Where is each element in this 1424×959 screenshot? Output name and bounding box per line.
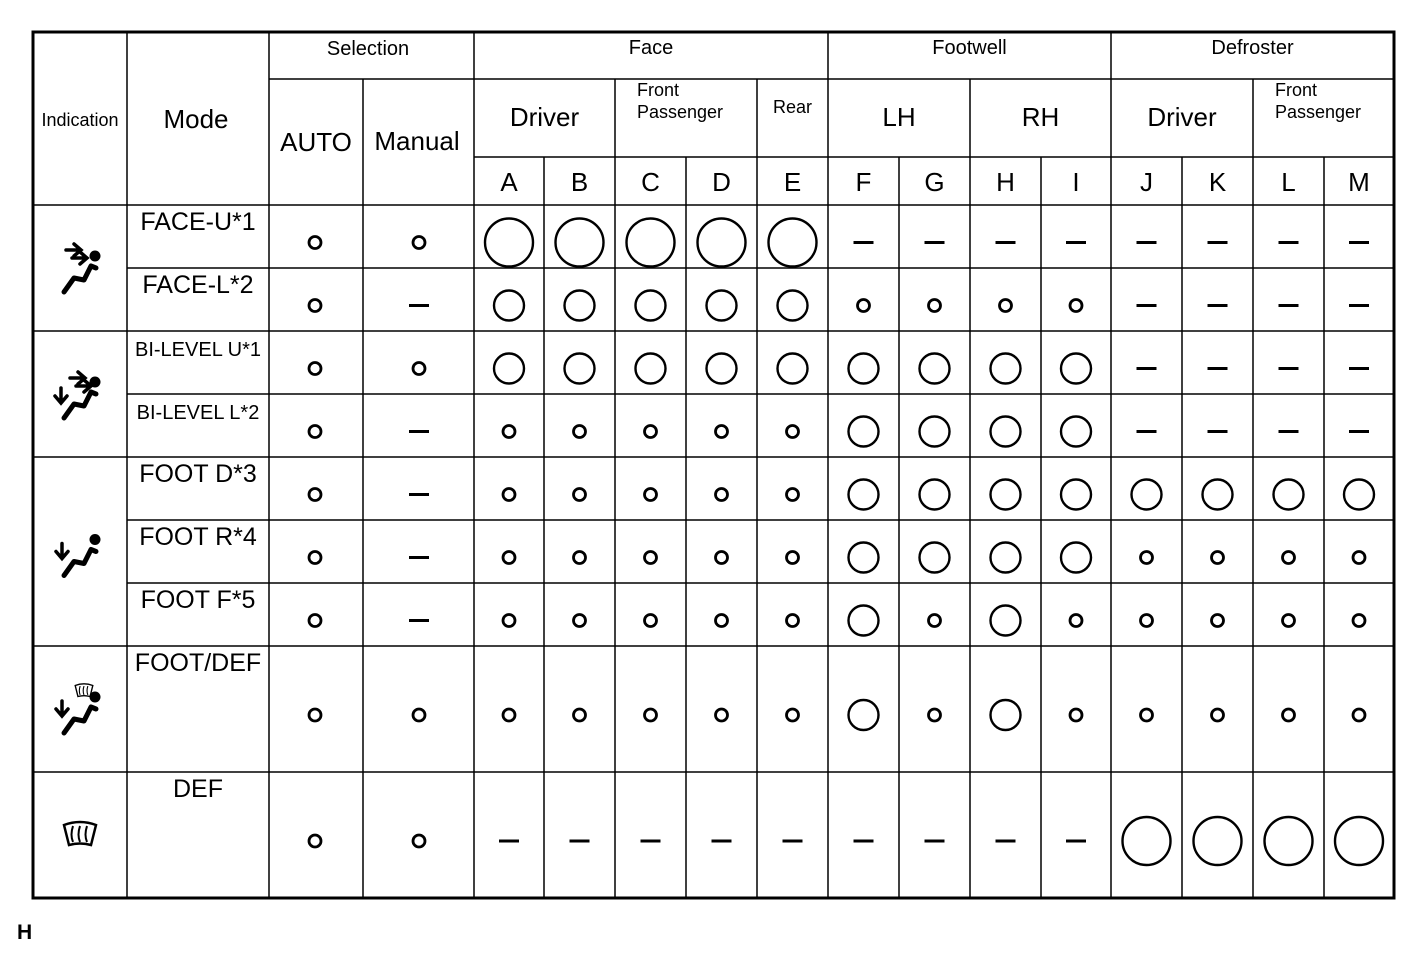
foot-def-mode-icon	[56, 684, 101, 733]
defrost-wave	[79, 686, 80, 695]
person-body	[64, 707, 96, 733]
mode-foot-f-5-outlet-c-circle	[645, 615, 657, 627]
mode-foot-r-4-outlet-k-circle	[1212, 552, 1224, 564]
mode-foot-def-outlet-b-circle	[574, 709, 586, 721]
mode-foot-r-4-outlet-f-circle	[849, 543, 879, 573]
mode-bi-level-l-2-outlet-d-circle	[716, 426, 728, 438]
mode-foot-d-3-outlet-f-circle	[849, 480, 879, 510]
mode-foot-def: FOOT/DEF	[134, 649, 262, 677]
header-group-footwell: Footwell	[932, 37, 1007, 59]
mode-foot-f-5-outlet-g-circle	[929, 615, 941, 627]
header-selection: Selection	[326, 38, 410, 60]
mode-foot-f-5-outlet-e-circle	[787, 615, 799, 627]
mode-foot-def-auto-circle	[309, 709, 321, 721]
mode-foot-r-4-outlet-i-circle	[1061, 543, 1091, 573]
mode-foot-f-5-outlet-d-circle	[716, 615, 728, 627]
mode-foot-d-3: FOOT D*3	[139, 460, 257, 488]
mode-def: DEF	[173, 775, 223, 803]
face-mode-icon	[64, 244, 101, 292]
mode-bi-level-u-1-manual-circle	[413, 363, 425, 375]
mode-face-u-1-manual-circle	[413, 237, 425, 249]
defrost-wave	[83, 686, 84, 695]
mode-foot-f-5-outlet-m-circle	[1353, 615, 1365, 627]
header-auto: AUTO	[280, 127, 352, 157]
mode-face-u-1-outlet-a-circle	[485, 219, 533, 267]
mode-foot-f-5-outlet-f-circle	[849, 606, 879, 636]
mode-face-u-1-outlet-d-circle	[698, 219, 746, 267]
header-manual: Manual	[374, 126, 460, 156]
mode-foot-r-4: FOOT R*4	[139, 523, 257, 551]
mode-foot-def-outlet-l-circle	[1283, 709, 1295, 721]
defrost-wave	[86, 826, 88, 842]
mode-face-l-2-outlet-i-circle	[1070, 300, 1082, 312]
mode-bi-level-l-2: BI-LEVEL L*2	[136, 402, 260, 424]
mode-foot-def-manual-circle	[413, 709, 425, 721]
mode-def-outlet-k-circle	[1194, 817, 1242, 865]
mode-face-u-1-outlet-c-circle	[627, 219, 675, 267]
header-outlet-b: B	[570, 167, 589, 197]
mode-face-l-2-auto-circle	[309, 300, 321, 312]
mode-foot-r-4-outlet-a-circle	[503, 552, 515, 564]
person-head	[90, 534, 101, 545]
header-outlet-i: I	[1072, 167, 1080, 197]
mode-foot-d-3-outlet-h-circle	[991, 480, 1021, 510]
mode-face-l-2-outlet-f-circle	[858, 300, 870, 312]
mode-face-l-2-outlet-e-circle	[778, 291, 808, 321]
arrow-down	[56, 544, 68, 559]
person-body	[64, 392, 96, 418]
mode-def-outlet-j-circle	[1123, 817, 1171, 865]
header-subgroup-lh: LH	[882, 102, 916, 132]
mode-face-l-2-outlet-b-circle	[565, 291, 595, 321]
mode-bi-level-l-2-outlet-a-circle	[503, 426, 515, 438]
mode-bi-level-u-1-auto-circle	[309, 363, 321, 375]
mode-def-outlet-m-circle	[1335, 817, 1383, 865]
mode-bi-level-u-1: BI-LEVEL U*1	[135, 339, 261, 361]
mode-face-u-1-outlet-b-circle	[556, 219, 604, 267]
person-body	[64, 550, 96, 576]
mode-bi-level-l-2-outlet-f-circle	[849, 417, 879, 447]
mode-bi-level-u-1-outlet-g-circle	[920, 354, 950, 384]
mode-foot-def-outlet-j-circle	[1141, 709, 1153, 721]
def-mode-icon	[64, 822, 96, 845]
mode-foot-def-outlet-c-circle	[645, 709, 657, 721]
header-mode: Mode	[163, 104, 229, 134]
defrost-wave	[79, 826, 81, 842]
header-indication: Indication	[41, 110, 119, 130]
person-body	[64, 266, 96, 292]
arrow-down	[56, 701, 68, 716]
header-group-defroster: Defroster	[1211, 37, 1294, 59]
mode-foot-def-outlet-h-circle	[991, 700, 1021, 730]
mode-foot-r-4-outlet-c-circle	[645, 552, 657, 564]
header-subgroup-front-passenger-line-2: Passenger	[1275, 102, 1362, 122]
mode-foot-d-3-outlet-m-circle	[1344, 480, 1374, 510]
header-subgroup-front-passenger-line-1: Front	[1275, 80, 1318, 100]
mode-def-manual-circle	[413, 835, 425, 847]
mode-def-auto-circle	[309, 835, 321, 847]
mode-foot-r-4-outlet-d-circle	[716, 552, 728, 564]
mode-foot-def-outlet-m-circle	[1353, 709, 1365, 721]
mode-foot-r-4-outlet-b-circle	[574, 552, 586, 564]
header-outlet-e: E	[783, 167, 802, 197]
mode-bi-level-u-1-outlet-f-circle	[849, 354, 879, 384]
mode-bi-level-l-2-outlet-e-circle	[787, 426, 799, 438]
mode-bi-level-u-1-outlet-a-circle	[494, 354, 524, 384]
mode-bi-level-l-2-outlet-g-circle	[920, 417, 950, 447]
mode-face-l-2: FACE-L*2	[142, 271, 254, 299]
mode-face-u-1-outlet-e-circle	[769, 219, 817, 267]
mode-face-u-1-auto-circle	[309, 237, 321, 249]
mode-bi-level-u-1-outlet-h-circle	[991, 354, 1021, 384]
foot-mode-icon	[56, 534, 101, 576]
mode-foot-r-4-outlet-l-circle	[1283, 552, 1295, 564]
header-outlet-c: C	[641, 167, 660, 197]
mode-bi-level-u-1-outlet-c-circle	[636, 354, 666, 384]
mode-face-l-2-outlet-c-circle	[636, 291, 666, 321]
mode-foot-d-3-outlet-g-circle	[920, 480, 950, 510]
mode-bi-level-l-2-outlet-i-circle	[1061, 417, 1091, 447]
mode-bi-level-l-2-outlet-h-circle	[991, 417, 1021, 447]
mode-bi-level-u-1-outlet-e-circle	[778, 354, 808, 384]
header-outlet-j: J	[1140, 167, 1153, 197]
mode-foot-def-outlet-f-circle	[849, 700, 879, 730]
mode-foot-d-3-outlet-i-circle	[1061, 480, 1091, 510]
mode-bi-level-u-1-outlet-i-circle	[1061, 354, 1091, 384]
header-group-face: Face	[628, 37, 674, 59]
mode-bi-level-l-2-auto-circle	[309, 426, 321, 438]
header-outlet-f: F	[855, 167, 872, 197]
mode-foot-def-outlet-i-circle	[1070, 709, 1082, 721]
mode-face-u-1: FACE-U*1	[140, 208, 256, 236]
mode-foot-f-5-outlet-a-circle	[503, 615, 515, 627]
arrow-right	[70, 372, 85, 384]
header-outlet-m: M	[1348, 167, 1370, 197]
mode-foot-r-4-auto-circle	[309, 552, 321, 564]
header-subgroup-driver: Driver	[1147, 102, 1217, 132]
header-subgroup-driver: Driver	[509, 102, 580, 132]
person-head	[90, 251, 101, 262]
windshield-small	[75, 684, 93, 697]
mode-foot-d-3-outlet-d-circle	[716, 489, 728, 501]
mode-bi-level-l-2-outlet-c-circle	[645, 426, 657, 438]
mode-foot-f-5-outlet-b-circle	[574, 615, 586, 627]
arrow-down	[55, 388, 67, 403]
defrost-wave	[72, 826, 74, 842]
mode-face-l-2-outlet-h-circle	[1000, 300, 1012, 312]
mode-foot-r-4-outlet-e-circle	[787, 552, 799, 564]
mode-foot-d-3-outlet-l-circle	[1274, 480, 1304, 510]
figure-code: H	[17, 921, 33, 944]
mode-bi-level-u-1-outlet-b-circle	[565, 354, 595, 384]
mode-foot-f-5-outlet-h-circle	[991, 606, 1021, 636]
header-outlet-g: G	[924, 167, 945, 197]
mode-foot-d-3-outlet-j-circle	[1132, 480, 1162, 510]
mode-foot-d-3-outlet-b-circle	[574, 489, 586, 501]
mode-foot-def-outlet-a-circle	[503, 709, 515, 721]
mode-foot-f-5-outlet-j-circle	[1141, 615, 1153, 627]
mode-foot-d-3-outlet-a-circle	[503, 489, 515, 501]
header-subgroup-rh: RH	[1021, 102, 1060, 132]
arrow-right	[66, 244, 81, 256]
mode-foot-f-5-auto-circle	[309, 615, 321, 627]
mode-foot-d-3-outlet-e-circle	[787, 489, 799, 501]
header-outlet-h: H	[996, 167, 1015, 197]
header-outlet-l: L	[1281, 167, 1296, 197]
mode-foot-d-3-auto-circle	[309, 489, 321, 501]
mode-foot-f-5-outlet-l-circle	[1283, 615, 1295, 627]
defrost-wave	[87, 686, 88, 695]
mode-foot-r-4-outlet-j-circle	[1141, 552, 1153, 564]
mode-foot-r-4-outlet-h-circle	[991, 543, 1021, 573]
mode-foot-def-outlet-e-circle	[787, 709, 799, 721]
mode-foot-r-4-outlet-m-circle	[1353, 552, 1365, 564]
mode-bi-level-l-2-outlet-b-circle	[574, 426, 586, 438]
header-subgroup-rear: Rear	[772, 97, 813, 117]
mode-foot-def-outlet-k-circle	[1212, 709, 1224, 721]
mode-def-outlet-l-circle	[1265, 817, 1313, 865]
mode-bi-level-u-1-outlet-d-circle	[707, 354, 737, 384]
mode-foot-f-5: FOOT F*5	[140, 586, 256, 614]
mode-foot-def-outlet-g-circle	[929, 709, 941, 721]
header-outlet-d: D	[712, 167, 731, 197]
mode-face-l-2-outlet-a-circle	[494, 291, 524, 321]
mode-foot-d-3-outlet-c-circle	[645, 489, 657, 501]
header-outlet-k: K	[1208, 167, 1227, 197]
mode-foot-r-4-outlet-g-circle	[920, 543, 950, 573]
mode-foot-f-5-outlet-i-circle	[1070, 615, 1082, 627]
mode-foot-def-outlet-d-circle	[716, 709, 728, 721]
header-outlet-a: A	[500, 167, 518, 197]
header-subgroup-front-passenger-line-1: Front	[637, 80, 680, 100]
header-subgroup-front-passenger-line-2: Passenger	[637, 102, 724, 122]
mode-foot-f-5-outlet-k-circle	[1212, 615, 1224, 627]
mode-face-l-2-outlet-d-circle	[707, 291, 737, 321]
mode-face-l-2-outlet-g-circle	[929, 300, 941, 312]
bi-level-mode-icon	[55, 372, 101, 418]
mode-foot-d-3-outlet-k-circle	[1203, 480, 1233, 510]
